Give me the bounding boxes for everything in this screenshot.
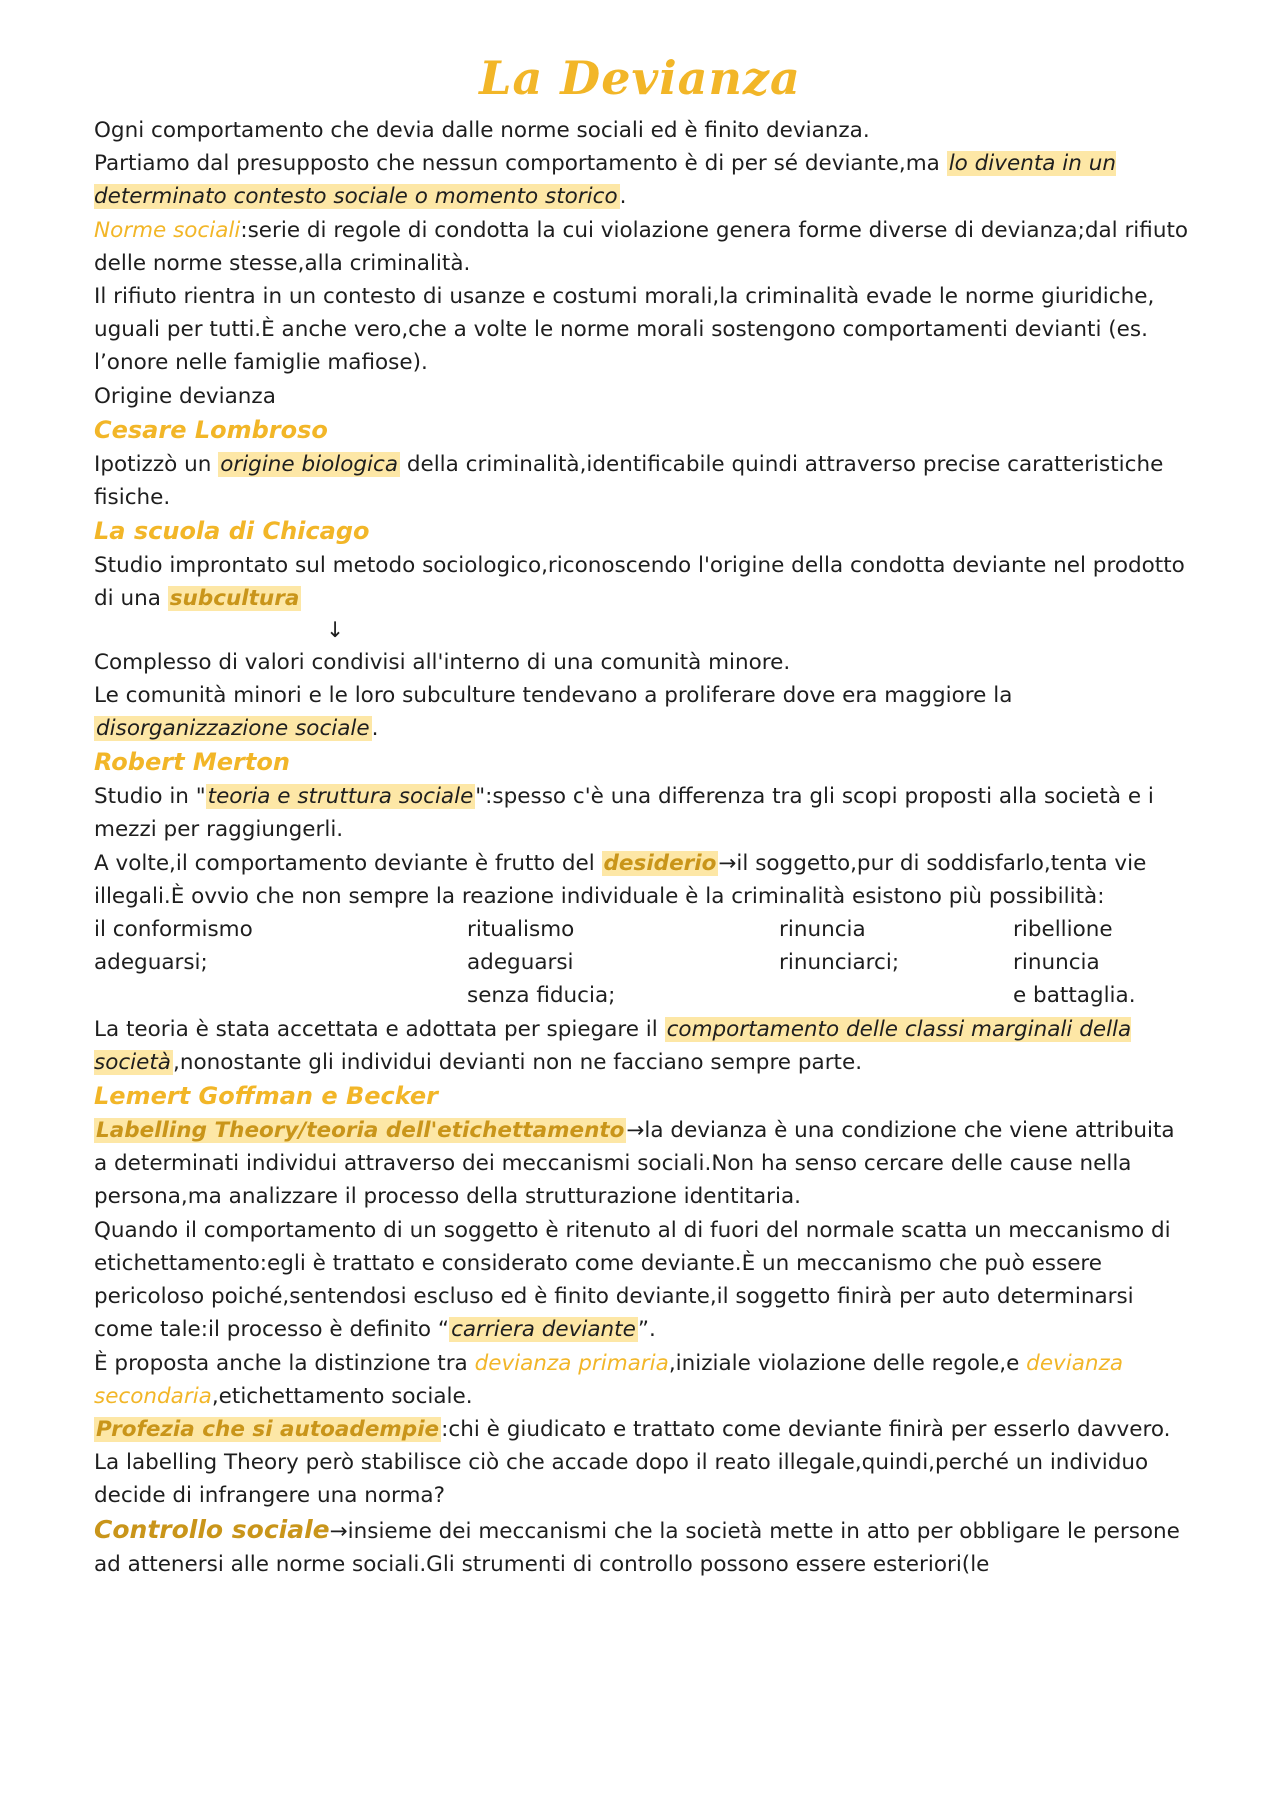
text: Partiamo dal presupposto che nessun comportamento è di per sé deviante,ma <box>94 151 947 177</box>
adaptation-columns <box>94 913 1190 1013</box>
column-line: il conformismo <box>94 917 253 943</box>
highlighted-text: comportamento delle classi marginali della società <box>94 1016 1132 1075</box>
down-arrow-icon: ↓ <box>326 617 345 643</box>
highlighted-term: desiderio <box>603 850 717 876</box>
section-heading: Cesare Lombroso <box>94 415 328 444</box>
text: →il soggetto,pur di soddisfarlo,tenta vie illegali.È ovvio che non sempre la reazione individuale è la criminalità esistono più possibilità: <box>94 850 1147 909</box>
paragraph <box>94 1413 1190 1446</box>
column-line: ritualismo <box>467 917 575 943</box>
highlighted-text: disorganizzazione sociale <box>96 716 370 742</box>
paragraph: Il rifiuto rientra in un contesto di usanze e costumi morali,la criminalità evade le norme giuridiche, uguali per tutti.È anche vero,che a volte le norme morali sostengono comportamenti devianti (es. l’onore nelle famiglie mafiose). <box>94 284 1155 376</box>
text: ,etichettamento sociale. <box>211 1383 473 1409</box>
term: devianza primaria <box>474 1350 669 1376</box>
term: Norme sociali <box>94 217 241 243</box>
text: . <box>619 184 627 210</box>
paragraph: Origine devianza <box>94 383 276 409</box>
text: ,iniziale violazione delle regole,e <box>668 1350 1027 1376</box>
column-line: rinuncia <box>1013 950 1100 976</box>
text: →insieme dei meccanismi che la società mette in atto per obbligare le persone ad attenersi alle norme sociali.Gli strumenti di controllo possono essere esteriori(le <box>94 1518 1180 1577</box>
column-ribellione <box>1013 913 1190 1013</box>
highlighted-text: lo diventa in un determinato contesto sociale o momento storico <box>94 151 1116 210</box>
paragraph <box>94 549 1190 615</box>
text: della criminalità,identificabile quindi attraverso precise caratteristiche fisiche. <box>94 451 1164 511</box>
text: ":spesso c'è una differenza tra gli scopi proposti alla società e i mezzi per raggiungerli. <box>94 784 1154 843</box>
term: Controllo sociale <box>94 1514 330 1544</box>
paragraph <box>94 1513 1190 1581</box>
text: Quando il comportamento di un soggetto è ritenuto al di fuori del normale scatta un meccanismo di etichettamento:egli è trattato e considerato come deviante.È un meccanismo che può essere pericoloso poiché,sentendosi escluso ed è finito deviante,il soggetto finirà per auto determinarsi come tale:il processo è definito “ <box>94 1217 1171 1343</box>
text: È proposta anche la distinzione tra <box>94 1350 475 1376</box>
paragraph <box>94 448 1190 514</box>
paragraph <box>94 847 1190 913</box>
section-heading: La scuola di Chicago <box>94 517 370 546</box>
text: Studio in " <box>94 784 206 810</box>
text: Studio improntato sul metodo sociologico,riconoscendo l'origine della condotta deviante nel prodotto di una <box>94 553 1185 612</box>
highlighted-text: carriera deviante <box>451 1317 636 1343</box>
paragraph <box>94 1214 1190 1347</box>
paragraph <box>94 114 1190 147</box>
column-line: adeguarsi; <box>94 950 208 976</box>
column-line: ribellione <box>1013 917 1113 943</box>
text: La teoria è stata accettata e adottata per spiegare il <box>94 1016 665 1042</box>
section-heading: Lemert Goffman e Becker <box>94 1082 438 1111</box>
term: devianza secondaria <box>94 1350 1124 1409</box>
text: ”. <box>637 1317 656 1343</box>
text: :serie di regole di condotta la cui violazione genera forme diverse di devianza;dal rifiuto delle norme stesse,alla criminalità. <box>94 217 1189 276</box>
paragraph <box>94 214 1190 280</box>
column-rinuncia <box>779 913 1013 1013</box>
page-title: La Devianza <box>479 51 801 105</box>
text: ,nonostante gli individui devianti non ne facciano sempre parte. <box>172 1049 863 1075</box>
text: →la devianza è una condizione che viene attribuita a determinati individui attraverso dei meccanismi sociali.Non ha senso cercare delle cause nella persona,ma analizzare il processo della strutturazione identitaria. <box>94 1118 1175 1210</box>
paragraph <box>94 1114 1190 1214</box>
paragraph: Complesso di valori condivisi all'interno di una comunità minore. <box>94 649 791 675</box>
highlighted-text: teoria e struttura sociale <box>207 784 474 810</box>
column-ritualismo <box>467 913 779 1013</box>
document-body <box>94 114 1190 1581</box>
column-line: rinunciarci; <box>779 950 900 976</box>
paragraph <box>94 679 1190 745</box>
column-conformismo <box>94 913 467 1013</box>
highlighted-term: Labelling Theory/teoria dell'etichettamento <box>96 1118 625 1144</box>
paragraph <box>94 1347 1190 1413</box>
text: :chi è giudicato e trattato come deviante finirà per esserlo davvero. <box>441 1416 1171 1442</box>
paragraph <box>94 780 1190 846</box>
text: Le comunità minori e le loro subculture tendevano a proliferare dove era maggiore la <box>94 682 1013 708</box>
column-line: rinuncia <box>779 917 866 943</box>
column-line: senza fiducia; <box>467 983 616 1009</box>
text: A volte,il comportamento deviante è frutto del <box>94 850 602 876</box>
highlighted-term: Profezia che si autoadempie <box>96 1416 440 1442</box>
column-line: adeguarsi <box>467 950 574 976</box>
paragraph <box>94 1013 1190 1079</box>
column-line: e battaglia. <box>1013 983 1136 1009</box>
section-heading: Robert Merton <box>94 748 290 777</box>
text: . <box>371 716 379 742</box>
highlighted-term: subcultura <box>169 586 300 612</box>
paragraph: La labelling Theory però stabilisce ciò che accade dopo il reato illegale,quindi,perché un individuo decide di infrangere una norma? <box>94 1450 1149 1509</box>
text: Ogni comportamento che devia dalle norme sociali ed è finito devianza. <box>94 118 870 143</box>
paragraph <box>94 147 1190 213</box>
highlighted-text: origine biologica <box>220 451 398 477</box>
text: Ipotizzò un <box>94 451 219 477</box>
